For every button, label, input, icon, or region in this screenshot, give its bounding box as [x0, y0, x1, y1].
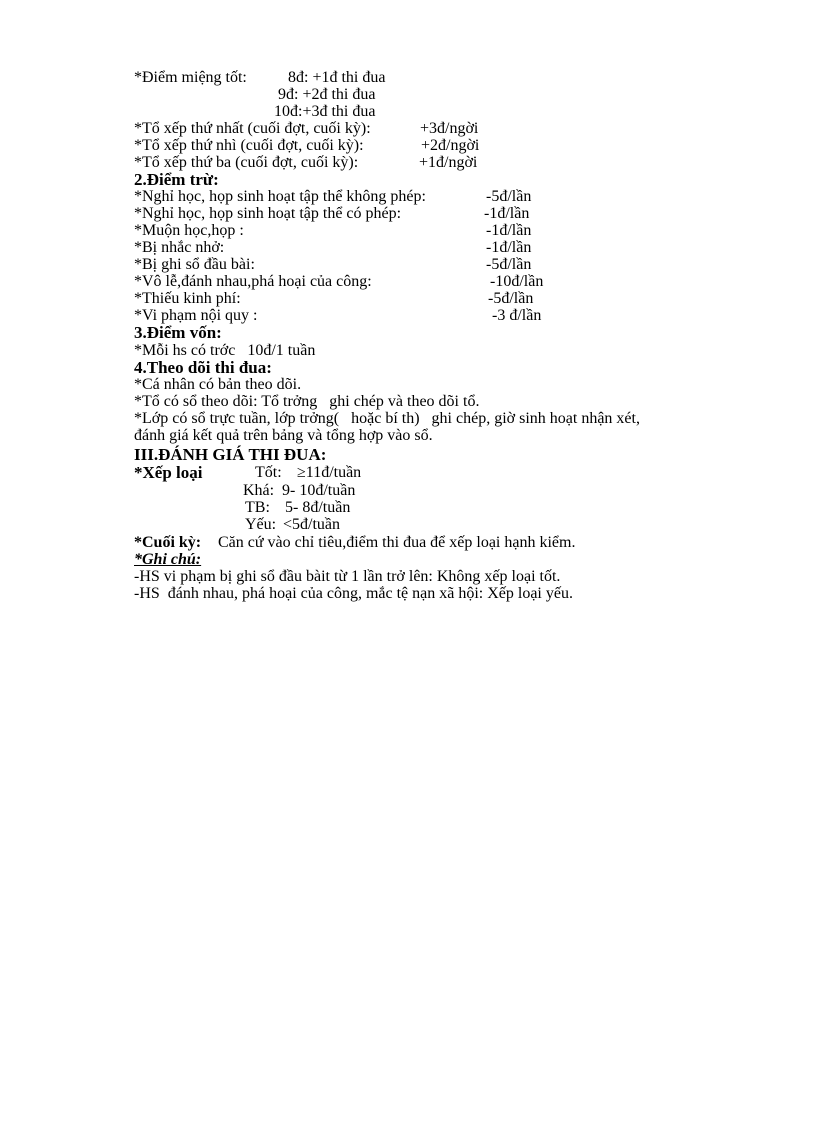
note-label: *Ghi chú:	[134, 551, 202, 568]
speaking-score-item: 9đ: +2đ thi đua	[278, 86, 376, 103]
deduction-value: -1đ/lần	[486, 239, 532, 256]
tracking-line: *Cá nhân có bản theo dõi.	[134, 376, 302, 393]
deduction-label: *Vô lễ,đánh nhau,phá hoại của công:	[134, 273, 372, 290]
speaking-score-item: 8đ: +1đ thi đua	[288, 69, 386, 86]
rank-value: 9- 10đ/tuần	[282, 482, 356, 499]
speaking-scores-label: *Điểm miệng tốt:	[134, 69, 247, 86]
rank-value: <5đ/tuần	[283, 516, 341, 533]
capital-heading: 3.Điểm vốn:	[134, 323, 222, 342]
group-rank-label: *Tổ xếp thứ ba (cuối đợt, cuối kỳ):	[134, 154, 359, 171]
rank-name: Yếu:	[245, 516, 277, 533]
note-line: -HS vi phạm bị ghi sổ đầu bàit từ 1 lần trở lên: Không xếp loại tốt.	[134, 568, 561, 585]
deduction-label: *Muộn học,họp :	[134, 222, 244, 239]
deduction-value: -1đ/lần	[486, 222, 532, 239]
rank-label: *Xếp loại	[134, 463, 203, 482]
deduction-label: *Nghỉ học, họp sinh hoạt tập thể không phép:	[134, 188, 426, 205]
deduction-value: -1đ/lần	[484, 205, 530, 222]
deduction-label: *Bị nhắc nhở:	[134, 239, 225, 256]
rank-name: Tốt:	[255, 464, 282, 481]
tracking-line: *Tổ có sổ theo dõi: Tổ trởng ghi chép và theo dõi tổ.	[134, 393, 480, 410]
rank-value: 5- 8đ/tuần	[285, 499, 351, 516]
deductions-heading: 2.Điểm trừ:	[134, 170, 219, 189]
group-rank-value: +2đ/ngời	[421, 137, 480, 154]
tracking-line: đánh giá kết quả trên bảng và tổng hợp vào sổ.	[134, 427, 433, 444]
end-term-label: *Cuối kỳ:	[134, 534, 202, 551]
deduction-label: *Bị ghi sổ đầu bài:	[134, 256, 255, 273]
rank-name: Khá:	[243, 482, 275, 499]
capital-line: *Mỗi hs có trớc 10đ/1 tuần	[134, 342, 316, 359]
group-rank-label: *Tổ xếp thứ nhất (cuối đợt, cuối kỳ):	[134, 120, 371, 137]
deduction-value: -10đ/lần	[490, 273, 544, 290]
tracking-heading: 4.Theo dõi thi đua:	[134, 358, 272, 377]
end-term-text: Căn cứ vào chỉ tiêu,điểm thi đua để xếp loại hạnh kiểm.	[218, 534, 576, 551]
deduction-value: -5đ/lần	[486, 188, 532, 205]
deduction-value: -5đ/lần	[486, 256, 532, 273]
deduction-label: *Vi phạm nội quy :	[134, 307, 258, 324]
group-rank-label: *Tổ xếp thứ nhì (cuối đợt, cuối kỳ):	[134, 137, 364, 154]
speaking-score-item: 10đ:+3đ thi đua	[274, 103, 376, 120]
group-rank-value: +1đ/ngời	[419, 154, 478, 171]
rank-value: ≥11đ/tuần	[297, 464, 362, 481]
evaluation-heading: III.ĐÁNH GIÁ THI ĐUA:	[134, 445, 327, 464]
deduction-value: -5đ/lần	[488, 290, 534, 307]
deduction-label: *Nghỉ học, họp sinh hoạt tập thể có phép:	[134, 205, 402, 222]
deduction-label: *Thiếu kinh phí:	[134, 290, 241, 307]
note-line: -HS đánh nhau, phá hoại của công, mắc tệ nạn xã hội: Xếp loại yếu.	[134, 585, 573, 602]
deduction-value: -3 đ/lần	[492, 307, 542, 324]
rank-name: TB:	[245, 499, 270, 516]
group-rank-value: +3đ/ngời	[420, 120, 479, 137]
tracking-line: *Lớp có sổ trực tuần, lớp trởng( hoặc bí th) ghi chép, giờ sinh hoạt nhận xét,	[134, 410, 640, 427]
